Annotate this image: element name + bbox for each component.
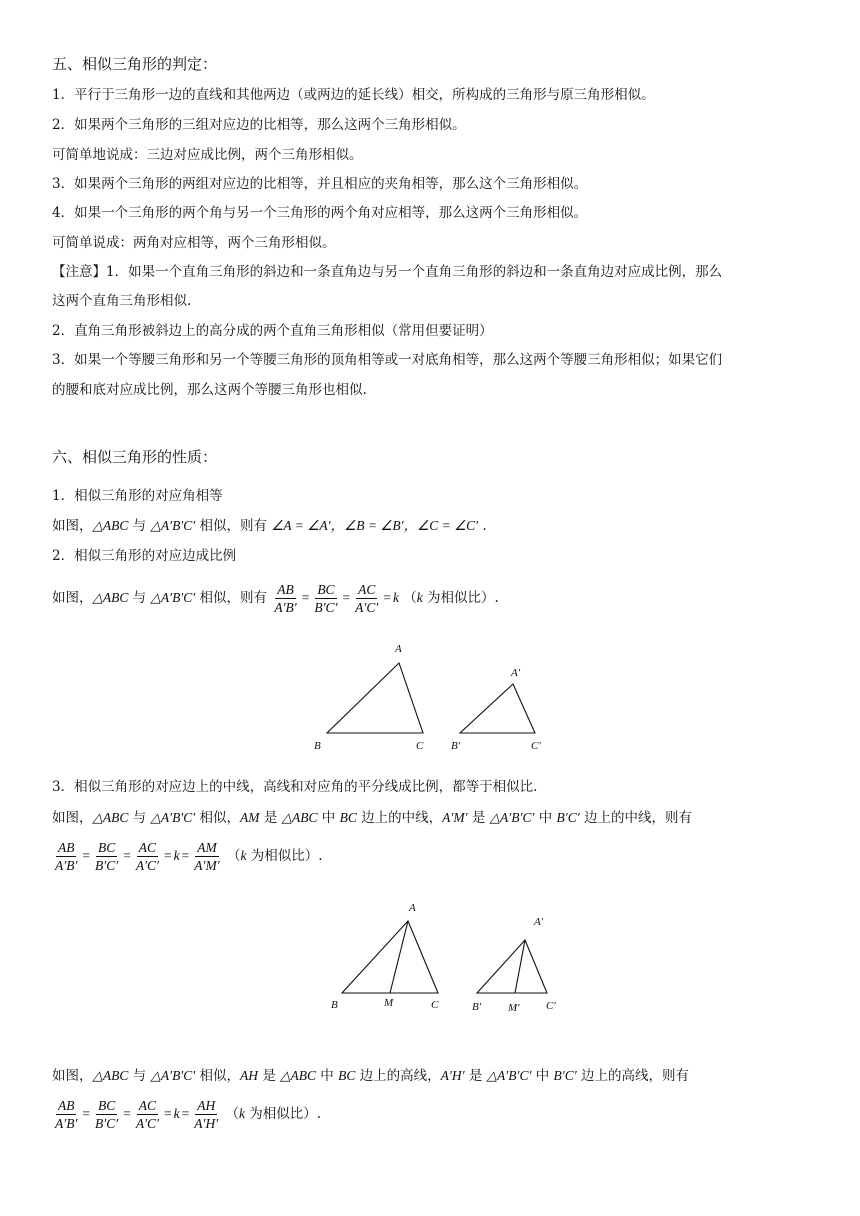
label-Bp2: B′: [472, 1001, 482, 1013]
fraction-am: $\frac{AM}{A'M'}$: [194, 840, 220, 873]
s6-item-2-desc: 如图，△ABC 与 △A′B′C′ 相似，则有 $\frac{AB}{A'B'}$ = $\frac{BC}{B'C'}$ = $\frac{AC}{A'C'}$ = k （k 为相似比）.: [52, 582, 499, 615]
s5-attention-1b: 这两个直角三角形相似.: [52, 293, 192, 309]
triangle-apbpcp-median: [477, 940, 547, 993]
s5-item-1: 1．平行于三角形一边的直线和其他两边（或两边的延长线）相交，所构成的三角形与原三角形相似。: [52, 87, 655, 103]
label-B2: B: [331, 999, 338, 1011]
s6-item-3: 3．相似三角形的对应边上的中线，高线和对应角的平分线成比例，都等于相似比.: [52, 779, 538, 795]
label-Mp: M′: [508, 1002, 520, 1014]
label-Cp2: C′: [546, 1000, 556, 1012]
triangle-abc-median: [342, 921, 438, 993]
s5-item-2: 2．如果两个三角形的三组对应边的比相等，那么这两个三角形相似。: [52, 117, 466, 133]
label-Ap2: A′: [534, 916, 544, 928]
section-5-title: 五、相似三角形的判定：: [52, 55, 218, 73]
fraction-bc: $\frac{BC}{B'C'}$: [314, 582, 338, 615]
label-C: C: [416, 740, 424, 752]
fraction-ac-2: $\frac{AC}{A'C'}$: [135, 840, 159, 873]
s6-item-3-formula: $\frac{AB}{A'B'}$ = $\frac{BC}{B'C'}$ = $\frac{AC}{A'C'}$ = k = $\frac{AM}{A'M'}$ （k 为相似比）.: [55, 840, 323, 873]
label-A: A: [395, 643, 402, 655]
figure-median-triangles: [320, 893, 580, 1023]
label-A2: A: [409, 902, 416, 914]
fraction-ah: $\frac{AH}{A'H'}$: [194, 1098, 219, 1131]
fraction-ab: $\frac{AB}{A'B'}$: [274, 582, 297, 615]
label-Bp: B′: [451, 740, 461, 752]
fraction-ab-3: $\frac{AB}{A'B'}$: [55, 1098, 78, 1131]
fraction-ac: $\frac{AC}{A'C'}$: [355, 582, 379, 615]
median-apmp: [515, 940, 525, 993]
s5-attention-1a: 【注意】1．如果一个直角三角形的斜边和一条直角边与另一个直角三角形的斜边和一条直角边对应成比例，那么: [52, 264, 723, 280]
section-6-title: 六、相似三角形的性质：: [52, 448, 218, 466]
label-M: M: [384, 997, 394, 1009]
label-C2: C: [431, 999, 439, 1011]
s6-item-4-formula: $\frac{AB}{A'B'}$ = $\frac{BC}{B'C'}$ = $\frac{AC}{A'C'}$ = k = $\frac{AH}{A'H'}$ （k 为相似比）.: [55, 1098, 322, 1131]
s5-note-1: 可简单地说成：三边对应成比例，两个三角形相似。: [52, 147, 363, 163]
s6-item-3-desc: 如图，△ABC 与 △A′B′C′ 相似，AM 是 △ABC 中 BC 边上的中线，A′M′ 是 △A′B′C′ 中 B′C′ 边上的中线，则有: [52, 810, 692, 826]
fraction-ac-3: $\frac{AC}{A'C'}$: [135, 1098, 159, 1131]
s5-item-4: 4．如果一个三角形的两个角与另一个三角形的两个角对应相等，那么这两个三角形相似。: [52, 205, 588, 221]
s5-attention-3b: 的腰和底对应成比例，那么这两个等腰三角形也相似.: [52, 382, 367, 398]
label-Cp: C′: [531, 740, 541, 752]
label-Ap: A′: [511, 667, 521, 679]
triangle-apbpcp: [460, 684, 535, 733]
s6-item-1-desc: 如图，△ABC 与 △A′B′C′ 相似，则有 ∠A = ∠A′，∠B = ∠B′，∠C = ∠C′ .: [52, 518, 487, 534]
s6-item-1: 1．相似三角形的对应角相等: [52, 488, 223, 504]
fraction-bc-3: $\frac{BC}{B'C'}$: [95, 1098, 119, 1131]
fraction-ab-2: $\frac{AB}{A'B'}$: [55, 840, 78, 873]
s5-attention-2: 2．直角三角形被斜边上的高分成的两个直角三角形相似（常用但要证明）: [52, 323, 493, 339]
figure-similar-triangles: [300, 638, 560, 758]
s5-item-3: 3．如果两个三角形的两组对应边的比相等，并且相应的夹角相等，那么这个三角形相似。: [52, 176, 588, 192]
s5-attention-3a: 3．如果一个等腰三角形和另一个等腰三角形的顶角相等或一对底角相等，那么这两个等腰三角形相似；如果它们: [52, 352, 723, 368]
s6-item-2: 2．相似三角形的对应边成比例: [52, 548, 237, 564]
s5-note-2: 可简单说成：两角对应相等，两个三角形相似。: [52, 235, 336, 251]
median-am: [390, 921, 408, 993]
triangle-abc: [327, 663, 423, 733]
label-B: B: [314, 740, 321, 752]
s6-item-4-desc: 如图，△ABC 与 △A′B′C′ 相似，AH 是 △ABC 中 BC 边上的高线，A′H′ 是 △A′B′C′ 中 B′C′ 边上的高线，则有: [52, 1068, 689, 1084]
fraction-bc-2: $\frac{BC}{B'C'}$: [95, 840, 119, 873]
